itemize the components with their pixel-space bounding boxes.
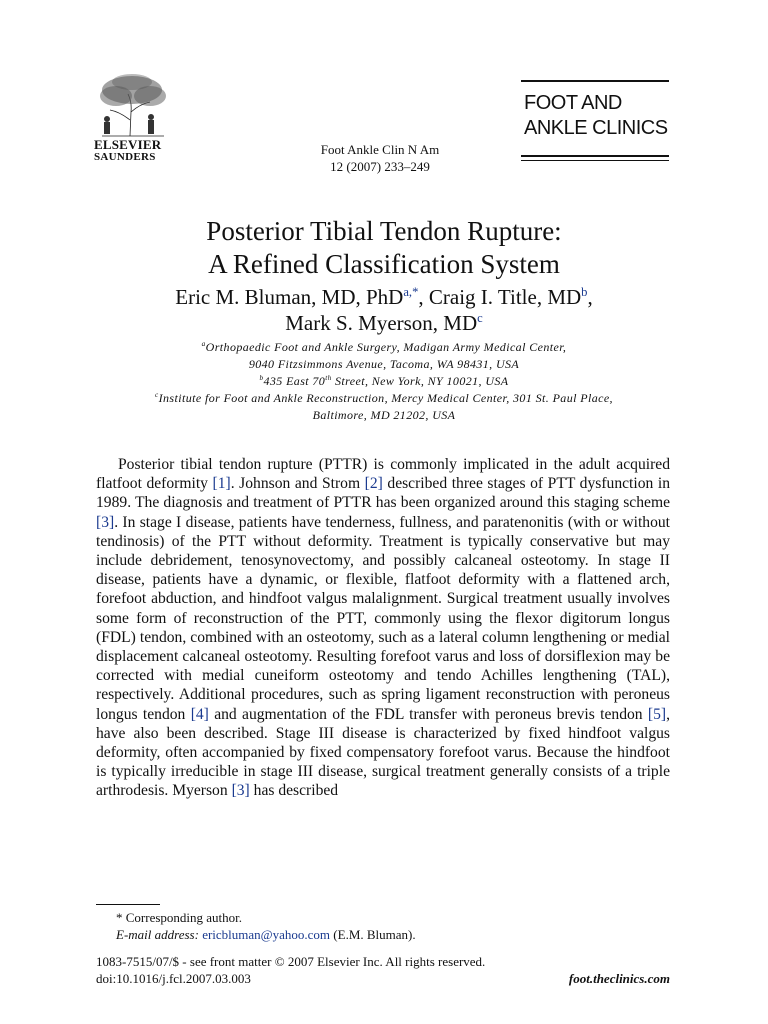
affiliations xyxy=(0,339,768,424)
citation-volume-pages: 12 (2007) 233–249 xyxy=(330,159,430,174)
affiliation-mark: c xyxy=(155,391,159,399)
affiliation-text: Orthopaedic Foot and Ankle Surgery, Madigan Army Medical Center, xyxy=(205,340,567,354)
citation-link[interactable]: [4] xyxy=(190,705,209,723)
affiliation-line xyxy=(0,407,768,424)
journal-title-line1: FOOT AND xyxy=(524,92,622,114)
affiliation-text: 435 East 70 xyxy=(263,374,326,388)
article-body xyxy=(96,455,670,801)
author-name: Craig I. Title, MD xyxy=(428,285,582,309)
author-affiliation-mark[interactable]: c xyxy=(477,311,483,325)
citation-link[interactable]: [2] xyxy=(364,475,383,493)
doi: doi:10.1016/j.fcl.2007.03.003 xyxy=(96,971,251,986)
citation-link[interactable]: [3] xyxy=(231,782,250,800)
issn-line: 1083-7515/07/$ - see front matter © 2007 Elsevier Inc. All rights reserved. xyxy=(96,954,486,969)
author-line1: Eric M. Bluman, MD, PhD$^{a,*}$, Craig I. Title, $MD^b$, xyxy=(175,285,593,309)
author-name: Mark S. Myerson, MD xyxy=(285,311,478,335)
page-footer xyxy=(96,953,670,987)
masthead-rule-top xyxy=(521,80,669,82)
masthead-rule-bottom xyxy=(521,155,669,157)
paper-title xyxy=(0,215,768,281)
journal-title xyxy=(524,91,669,141)
footer-row xyxy=(96,970,670,987)
citation-link[interactable]: [3] xyxy=(96,513,115,531)
email-link[interactable]: ericbluman@yahoo.com xyxy=(202,927,331,942)
title-line1: Posterior Tibial Tendon Rupture: xyxy=(206,216,562,246)
author-list xyxy=(0,284,768,336)
publisher-imprint: SAUNDERS xyxy=(94,151,156,163)
journal-title-line2: ANKLE CLINICS xyxy=(524,117,668,139)
author-affiliation-mark[interactable]: a,* xyxy=(403,285,419,299)
citation-link[interactable]: [5] xyxy=(647,705,667,723)
email-note xyxy=(96,926,670,943)
affiliation-line xyxy=(0,373,768,390)
affiliation-line xyxy=(0,356,768,373)
footnote-rule xyxy=(96,904,160,905)
affiliation-ordinal: th xyxy=(325,374,332,382)
email-owner: (E.M. Bluman). xyxy=(333,927,416,942)
elsevier-tree-icon xyxy=(94,72,170,138)
body-paragraph: Posterior tibial tendon rupture (PTTR) is commonly implicated in the adult acquired flatfoot deformity [1]. Johnson and Strom [2] described three stages of PTT dysfunction in 1989. The diagnosis and treatment of PTTR has been organized around this staging scheme [3]. In stage I disease, patients have tenderness, fullness, and paratenonitis (with or without tendinosis) of the PTT without deformity. Treatment is typically conservative but may include debridement, tenosynovectomy, and possibly calcaneal osteotomy. In stage II disease, patients have a dynamic, or flexible, flatfoot deformity with a flattened arch, forefoot abduction, and hindfoot valgus malalignment. Surgical treatment usually involves some form of reconstruction of the PTT, commonly using the flexor digitorum longus (FDL) tendon, combined with an osteotomy, such as a lateral column lengthening or medial displacement calcaneal osteotomy. Resulting forefoot varus and loss of dorsiflexion may be corrected with medial cuneiform osteotomy and tendo Achilles lengthening (TAL), respectively. Additional procedures, such as spring ligament reconstruction with peroneus longus tendon [4] and augmentation of the FDL transfer with peroneus brevis tendon [5], have also been described. Stage III disease is characterized by fixed hindfoot valgus deformity, often accompanied by fixed compensatory forefoot varus. Because the hindfoot is typically irreducible in stage III disease, surgical treatment generally consists of a triple arthrodesis. Myerson [3] has described xyxy=(96,456,670,800)
publisher-name: ELSEVIER xyxy=(94,137,162,152)
affiliation-text: Baltimore, MD 21202, USA xyxy=(312,408,456,422)
affiliation-line xyxy=(0,339,768,356)
title-line2: A Refined Classification System xyxy=(208,249,560,279)
corresponding-author-note: * Corresponding author. xyxy=(116,910,243,925)
citation-journal: Foot Ankle Clin N Am xyxy=(320,142,440,157)
affiliation-mark: a xyxy=(201,340,206,348)
affiliation-mark: b xyxy=(259,374,264,382)
masthead-rule-bottom-thin xyxy=(521,160,669,161)
affiliation-line xyxy=(0,390,768,407)
affiliation-text: Institute for Foot and Ankle Reconstruction, Mercy Medical Center, 301 St. Paul Place, xyxy=(158,391,613,405)
journal-masthead xyxy=(521,80,669,161)
author-affiliation-mark[interactable]: b xyxy=(581,285,588,299)
journal-site-link[interactable]: foot.theclinics.com xyxy=(568,971,670,986)
citation-link[interactable]: [1] xyxy=(212,475,231,493)
affiliation-text: Street, New York, NY 10021, USA xyxy=(331,374,509,388)
affiliation-text: 9040 Fitzsimmons Avenue, Tacoma, WA 98431, USA xyxy=(248,357,520,371)
footnotes xyxy=(96,909,670,943)
email-label: E-mail address: xyxy=(116,927,199,942)
author-name: Eric M. Bluman, MD, PhD xyxy=(175,285,404,309)
journal-citation xyxy=(290,141,470,175)
author-line2 xyxy=(0,310,768,336)
